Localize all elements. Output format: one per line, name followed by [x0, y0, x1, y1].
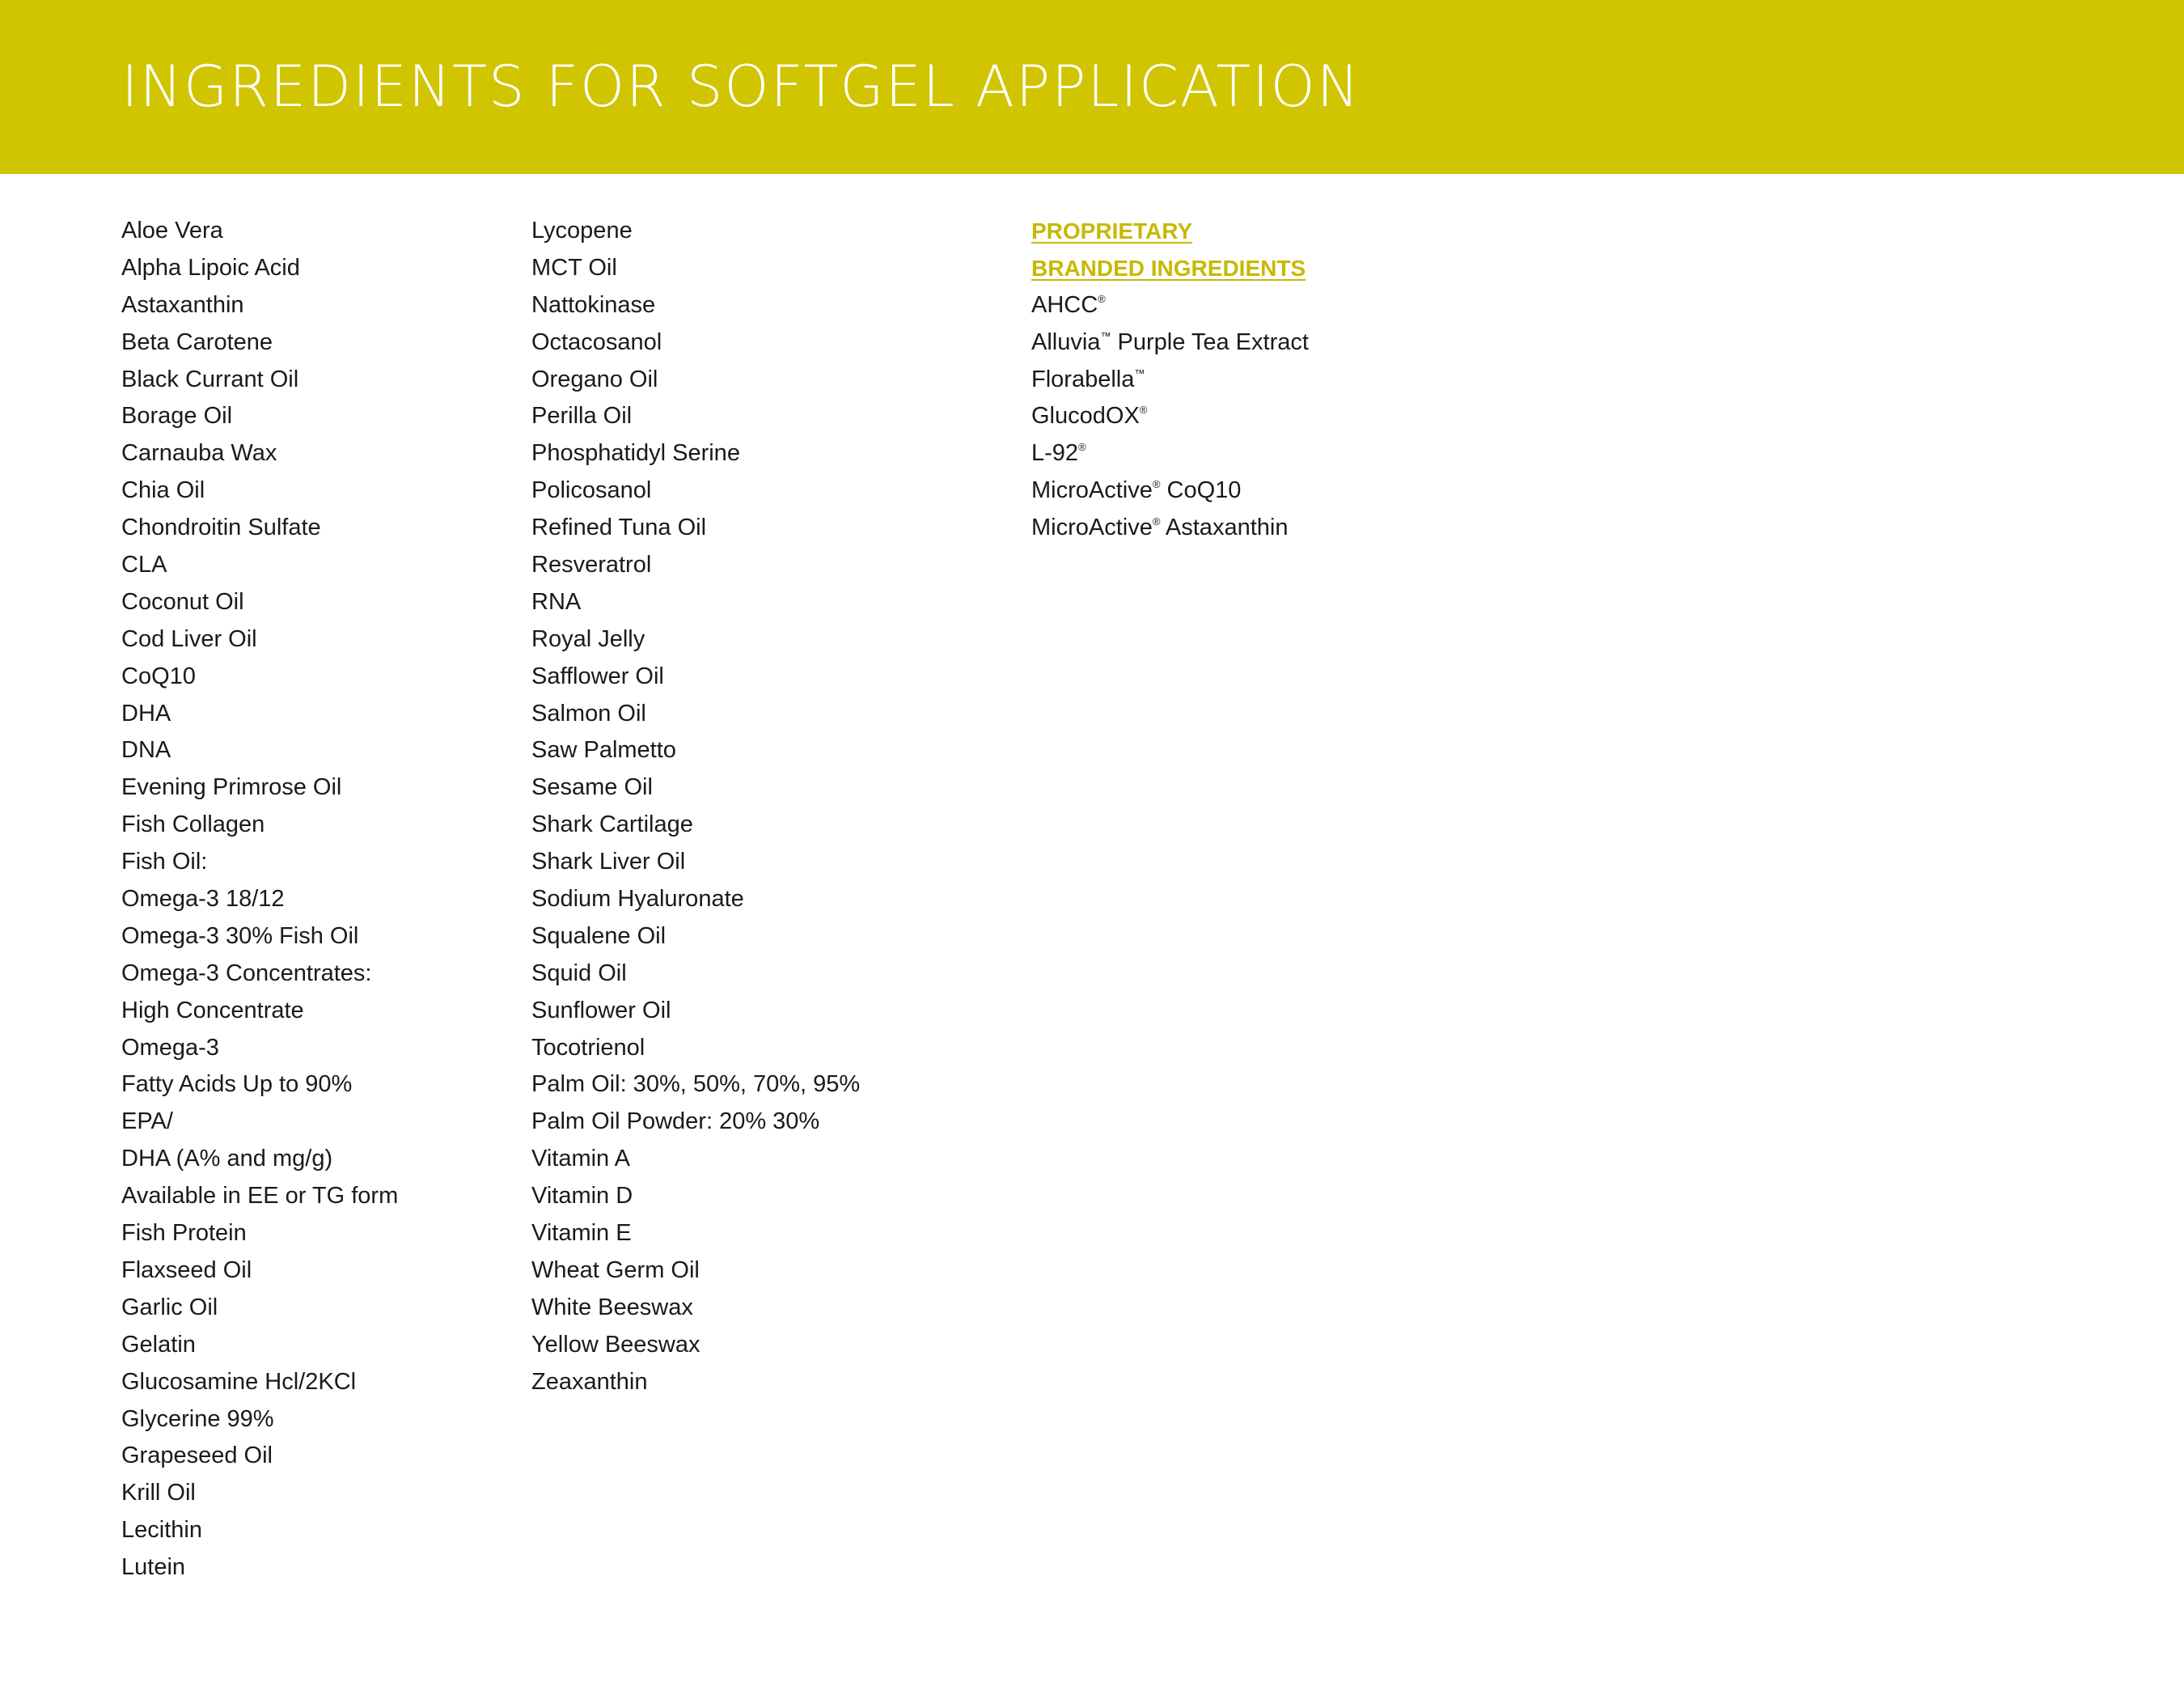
ingredient-item: Omega-3 18/12: [121, 886, 285, 913]
page-title: INGREDIENTS FOR SOFTGEL APPLICATION: [121, 53, 1361, 120]
branded-ingredient-item: [1031, 362, 1598, 399]
ingredient-item: Evening Primrose Oil: [121, 774, 342, 801]
trademark-mark: ®: [1152, 478, 1161, 491]
branded-ingredient-item: [1031, 510, 1598, 547]
ingredient-column-1: [121, 213, 510, 1587]
proprietary-ingredients-column: [1031, 213, 1598, 547]
ingredient-item: Policosanol: [531, 477, 652, 504]
header-band: [0, 0, 2184, 174]
branded-ingredient-name: MicroActive: [1031, 477, 1153, 504]
trademark-mark: ®: [1098, 292, 1106, 305]
ingredient-item: Aloe Vera: [121, 218, 223, 244]
ingredient-item: Omega-3: [121, 1034, 219, 1061]
proprietary-heading-line-1: PROPRIETARY: [1031, 218, 1193, 244]
branded-ingredient-suffix: CoQ10: [1160, 477, 1242, 504]
ingredient-item: Squalene Oil: [531, 922, 667, 949]
ingredient-item: CoQ10: [121, 663, 196, 689]
ingredient-item: Alpha Lipoic Acid: [121, 254, 300, 281]
ingredient-item: Borage Oil: [121, 403, 233, 430]
ingredient-item: Vitamin A: [531, 1146, 630, 1172]
ingredient-item: DHA (A% and mg/g): [121, 1146, 333, 1172]
ingredient-item: Sunflower Oil: [531, 997, 671, 1023]
ingredient-item: Glucosamine Hcl/2KCl: [121, 1368, 357, 1395]
ingredient-item: High Concentrate: [121, 997, 304, 1023]
ingredient-item: Resveratrol: [531, 552, 652, 578]
branded-ingredient-item: [1031, 324, 1598, 362]
branded-ingredient-item: [1031, 398, 1598, 435]
ingredient-item: Phosphatidyl Serine: [531, 440, 740, 467]
ingredient-item: Astaxanthin: [121, 291, 244, 318]
branded-ingredient-name: MicroActive: [1031, 515, 1153, 541]
ingredient-item: White Beeswax: [531, 1294, 693, 1320]
ingredient-item: Sodium Hyaluronate: [531, 886, 744, 913]
ingredient-item: Carnauba Wax: [121, 440, 277, 467]
branded-ingredient-item: [1031, 287, 1598, 324]
ingredient-item: Fish Collagen: [121, 811, 265, 838]
trademark-mark: ™: [1100, 329, 1111, 342]
ingredient-item: Lutein: [121, 1554, 186, 1581]
ingredient-item: EPA/: [121, 1108, 173, 1135]
ingredient-item: CLA: [121, 552, 167, 578]
ingredient-item: Octacosanol: [531, 328, 662, 355]
ingredient-item: Lycopene: [531, 218, 633, 244]
ingredient-item: Tocotrienol: [531, 1034, 645, 1061]
ingredient-item: Grapeseed Oil: [121, 1443, 273, 1469]
ingredient-item: MCT Oil: [531, 254, 617, 281]
ingredient-item: Flaxseed Oil: [121, 1256, 252, 1283]
ingredient-item: Yellow Beeswax: [531, 1331, 700, 1358]
trademark-mark: ®: [1139, 404, 1148, 417]
branded-ingredient-suffix: Astaxanthin: [1160, 515, 1289, 541]
ingredient-item: Wheat Germ Oil: [531, 1256, 700, 1283]
ingredient-item: Cod Liver Oil: [121, 625, 257, 652]
ingredient-item: Vitamin D: [531, 1183, 633, 1210]
branded-ingredient-name: GlucodOX: [1031, 403, 1140, 430]
ingredient-item: Sesame Oil: [531, 774, 653, 801]
ingredient-item: Zeaxanthin: [531, 1368, 648, 1395]
ingredient-item: Coconut Oil: [121, 588, 244, 615]
ingredient-item: Refined Tuna Oil: [531, 515, 707, 541]
proprietary-heading-line-2: BRANDED INGREDIENTS: [1031, 255, 1306, 281]
ingredient-item: Nattokinase: [531, 291, 656, 318]
ingredient-item: Chondroitin Sulfate: [121, 515, 321, 541]
ingredient-item: Royal Jelly: [531, 625, 645, 652]
branded-ingredient-item: [1031, 472, 1598, 510]
ingredient-item: Fatty Acids Up to 90%: [121, 1071, 353, 1098]
trademark-mark: ®: [1078, 441, 1086, 454]
branded-ingredient-name: AHCC: [1031, 291, 1098, 318]
ingredient-item: Chia Oil: [121, 477, 205, 504]
ingredient-item: RNA: [531, 588, 582, 615]
ingredient-item: Palm Oil Powder: 20% 30%: [531, 1108, 820, 1135]
ingredient-item: Available in EE or TG form: [121, 1183, 399, 1210]
branded-ingredient-name: Alluvia: [1031, 328, 1101, 355]
ingredient-item: DHA: [121, 700, 171, 727]
ingredient-item: DNA: [121, 737, 171, 764]
ingredient-item: Black Currant Oil: [121, 366, 299, 392]
branded-ingredient-name: Florabella: [1031, 366, 1135, 392]
ingredient-item: Oregano Oil: [531, 366, 658, 392]
ingredient-item: Gelatin: [121, 1331, 196, 1358]
ingredient-item: Glycerine 99%: [121, 1405, 274, 1432]
ingredient-item: Lecithin: [121, 1517, 202, 1544]
ingredient-item: Squid Oil: [531, 960, 627, 986]
ingredient-item: Garlic Oil: [121, 1294, 218, 1320]
branded-ingredient-item: [1031, 435, 1598, 472]
ingredient-item: Shark Cartilage: [531, 811, 693, 838]
ingredient-item: Krill Oil: [121, 1480, 196, 1506]
branded-ingredient-suffix: Purple Tea Extract: [1111, 328, 1309, 355]
ingredient-item: Fish Oil:: [121, 849, 208, 875]
ingredient-item: Salmon Oil: [531, 700, 646, 727]
ingredient-item: Vitamin E: [531, 1220, 632, 1247]
ingredient-item: Perilla Oil: [531, 403, 633, 430]
ingredient-item: Fish Protein: [121, 1220, 247, 1247]
ingredient-item: Beta Carotene: [121, 328, 273, 355]
ingredient-item: Omega-3 30% Fish Oil: [121, 922, 359, 949]
ingredient-column-2: [531, 213, 1017, 1401]
ingredient-item: Saw Palmetto: [531, 737, 676, 764]
ingredient-item: Palm Oil: 30%, 50%, 70%, 95%: [531, 1071, 861, 1098]
ingredient-item: Shark Liver Oil: [531, 849, 686, 875]
trademark-mark: ™: [1134, 366, 1145, 379]
ingredient-item: Omega-3 Concentrates:: [121, 960, 372, 986]
trademark-mark: ®: [1152, 515, 1161, 528]
branded-ingredient-name: L-92: [1031, 440, 1079, 467]
ingredient-item: Safflower Oil: [531, 663, 664, 689]
